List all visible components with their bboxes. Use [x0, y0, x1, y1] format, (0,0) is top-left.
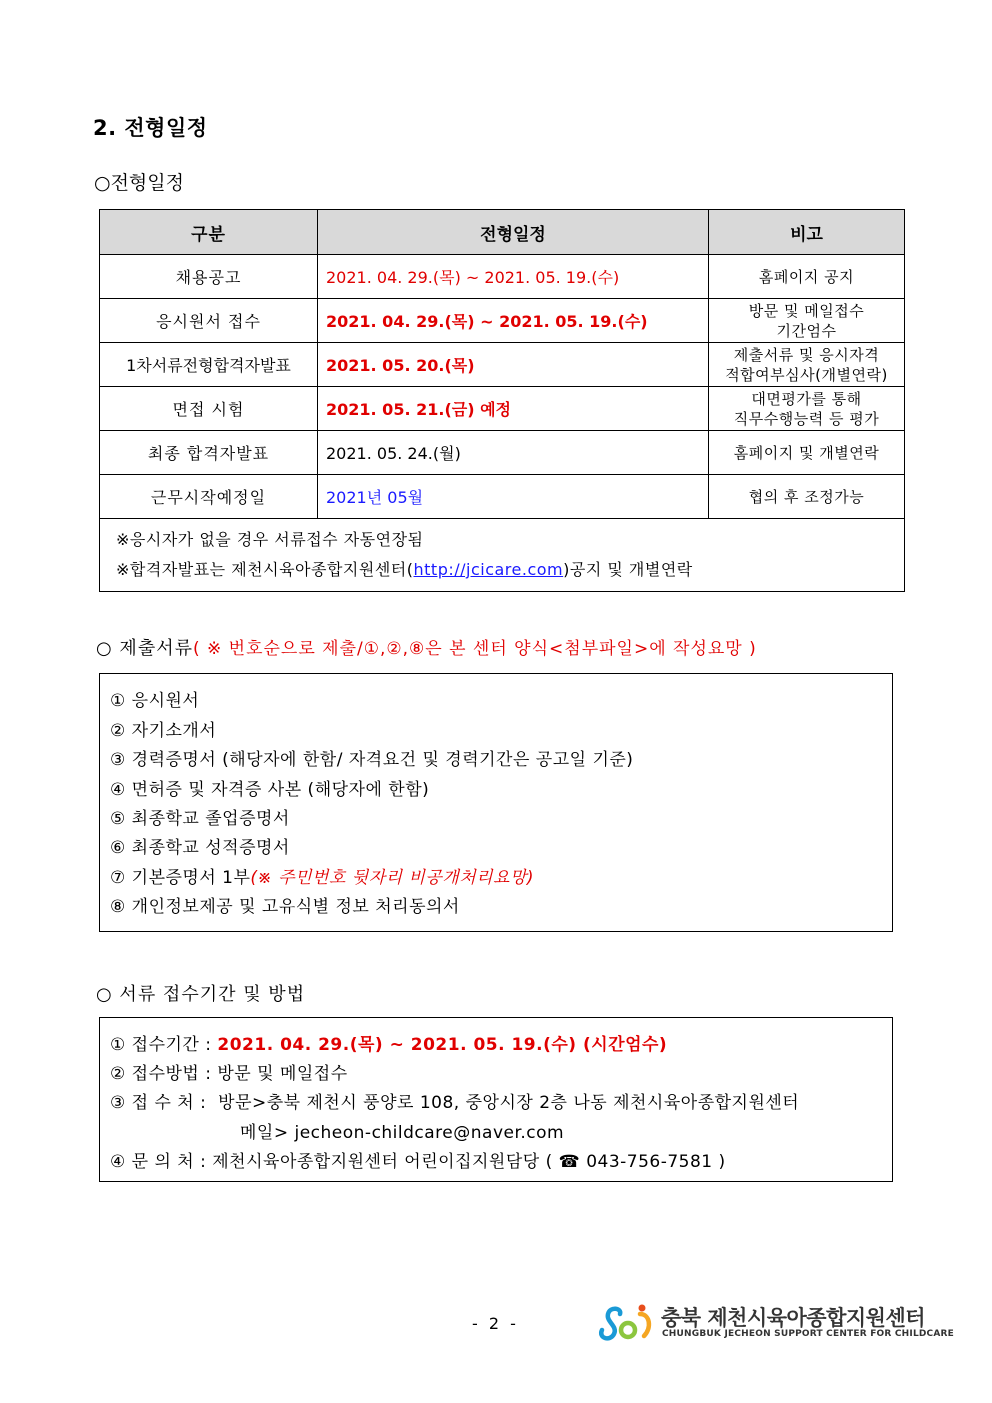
documents-title-text: ○ 제출서류	[96, 638, 193, 659]
list-item: ② 자기소개서	[110, 721, 217, 741]
row-schedule: 2021. 05. 21.(금) 예정	[318, 387, 709, 431]
table-row	[100, 255, 905, 299]
period-label: ① 접수기간 :	[110, 1035, 218, 1055]
submission-period	[110, 1030, 667, 1055]
table-row	[100, 387, 905, 431]
row-category: 면접 시험	[100, 387, 318, 431]
documents-title-note: ( ※ 번호순으로 제출/①,②,⑧은 본 센터 양식<첨부파일>에 작성요망 )	[192, 639, 757, 659]
logo-name: 충북 제천시육아종합지원센터	[661, 1306, 926, 1330]
row-note: 홈페이지 공지	[709, 255, 905, 299]
logo-subtitle: CHUNGBUK JECHEON SUPPORT CENTER FOR CHILDCARE	[662, 1329, 955, 1339]
list-item: ① 응시원서	[110, 691, 200, 711]
schedule-table	[99, 209, 905, 592]
submission-contact: ④ 문 의 처 : 제천시육아종합지원센터 어린이집지원담당 ( ☎ 043-756-7581 )	[110, 1152, 726, 1172]
row-note: 대면평가를 통해 직무수행능력 등 평가	[709, 387, 905, 431]
row-note: 홈페이지 및 개별연락	[709, 431, 905, 475]
table-row	[100, 343, 905, 387]
header-note: 비고	[709, 210, 905, 255]
submission-box	[99, 1017, 893, 1182]
row-schedule: 2021. 05. 24.(월)	[318, 431, 709, 475]
submission-title: ○ 서류 접수기간 및 방법	[96, 984, 306, 1005]
header-category: 구분	[100, 210, 318, 255]
list-item-text: ⑦ 기본증명서 1부	[110, 868, 251, 888]
header-schedule: 전형일정	[318, 210, 709, 255]
logo-mark-icon	[596, 1300, 656, 1344]
list-item: ⑧ 개인정보제공 및 고유식별 정보 처리동의서	[110, 897, 460, 917]
page-number: - 2 -	[472, 1314, 519, 1333]
footnote-prefix: ※합격자발표는 제천시육아종합지원센터(	[116, 560, 414, 579]
footnote-announcement	[116, 555, 904, 585]
row-category: 근무시작예정일	[100, 475, 318, 519]
footnote-auto-extend: ※응시자가 없을 경우 서류접수 자동연장됨	[116, 530, 424, 549]
table-footnote-row	[100, 519, 905, 592]
row-category: 채용공고	[100, 255, 318, 299]
list-item: ⑥ 최종학교 성적증명서	[110, 838, 290, 858]
table-header-row	[100, 210, 905, 255]
table-footnote	[100, 519, 905, 592]
list-item	[110, 863, 534, 888]
place-mail: 메일> jecheon-childcare@naver.com	[240, 1123, 565, 1143]
place-visit: 방문>충북 제천시 풍양로 108, 중앙시장 2층 나동 제천시육아종합지원센터	[218, 1093, 800, 1113]
place-label: ③ 접 수 처 :	[110, 1093, 207, 1113]
row-schedule: 2021. 05. 20.(목)	[318, 343, 709, 387]
row-note: 협의 후 조정가능	[709, 475, 905, 519]
row-note: 방문 및 메일접수 기간엄수	[709, 299, 905, 343]
row-schedule: 2021년 05월	[318, 475, 709, 519]
center-logo	[596, 1300, 955, 1348]
row-category: 응시원서 접수	[100, 299, 318, 343]
row-category: 최종 합격자발표	[100, 431, 318, 475]
documents-box	[99, 673, 893, 932]
row-schedule: 2021. 04. 29.(목) ~ 2021. 05. 19.(수)	[318, 299, 709, 343]
table-row	[100, 299, 905, 343]
section-heading: 2. 전형일정	[93, 116, 208, 140]
period-value: 2021. 04. 29.(목) ~ 2021. 05. 19.(수) (시간엄수)	[217, 1035, 668, 1055]
list-item: ③ 경력증명서 (해당자에 한함/ 자격요건 및 경력기간은 공고일 기준)	[110, 750, 634, 770]
table-row	[100, 431, 905, 475]
website-link[interactable]: http://jcicare.com	[413, 560, 564, 579]
row-note: 제출서류 및 응시자격 적합여부심사(개별연락)	[709, 343, 905, 387]
footnote-suffix: )공지 및 개별연락	[563, 560, 693, 579]
list-item-note: (※ 주민번호 뒷자리 비공개처리요망)	[250, 868, 535, 888]
row-schedule: 2021. 04. 29.(목) ~ 2021. 05. 19.(수)	[318, 255, 709, 299]
list-item: ⑤ 최종학교 졸업증명서	[110, 809, 290, 829]
submission-place	[110, 1088, 799, 1113]
submission-method: ② 접수방법 : 방문 및 메일접수	[110, 1064, 348, 1084]
table-row	[100, 475, 905, 519]
row-category: 1차서류전형합격자발표	[100, 343, 318, 387]
schedule-subheading: ○전형일정	[94, 172, 184, 194]
documents-title	[96, 634, 757, 660]
list-item: ④ 면허증 및 자격증 사본 (해당자에 한함)	[110, 780, 430, 800]
